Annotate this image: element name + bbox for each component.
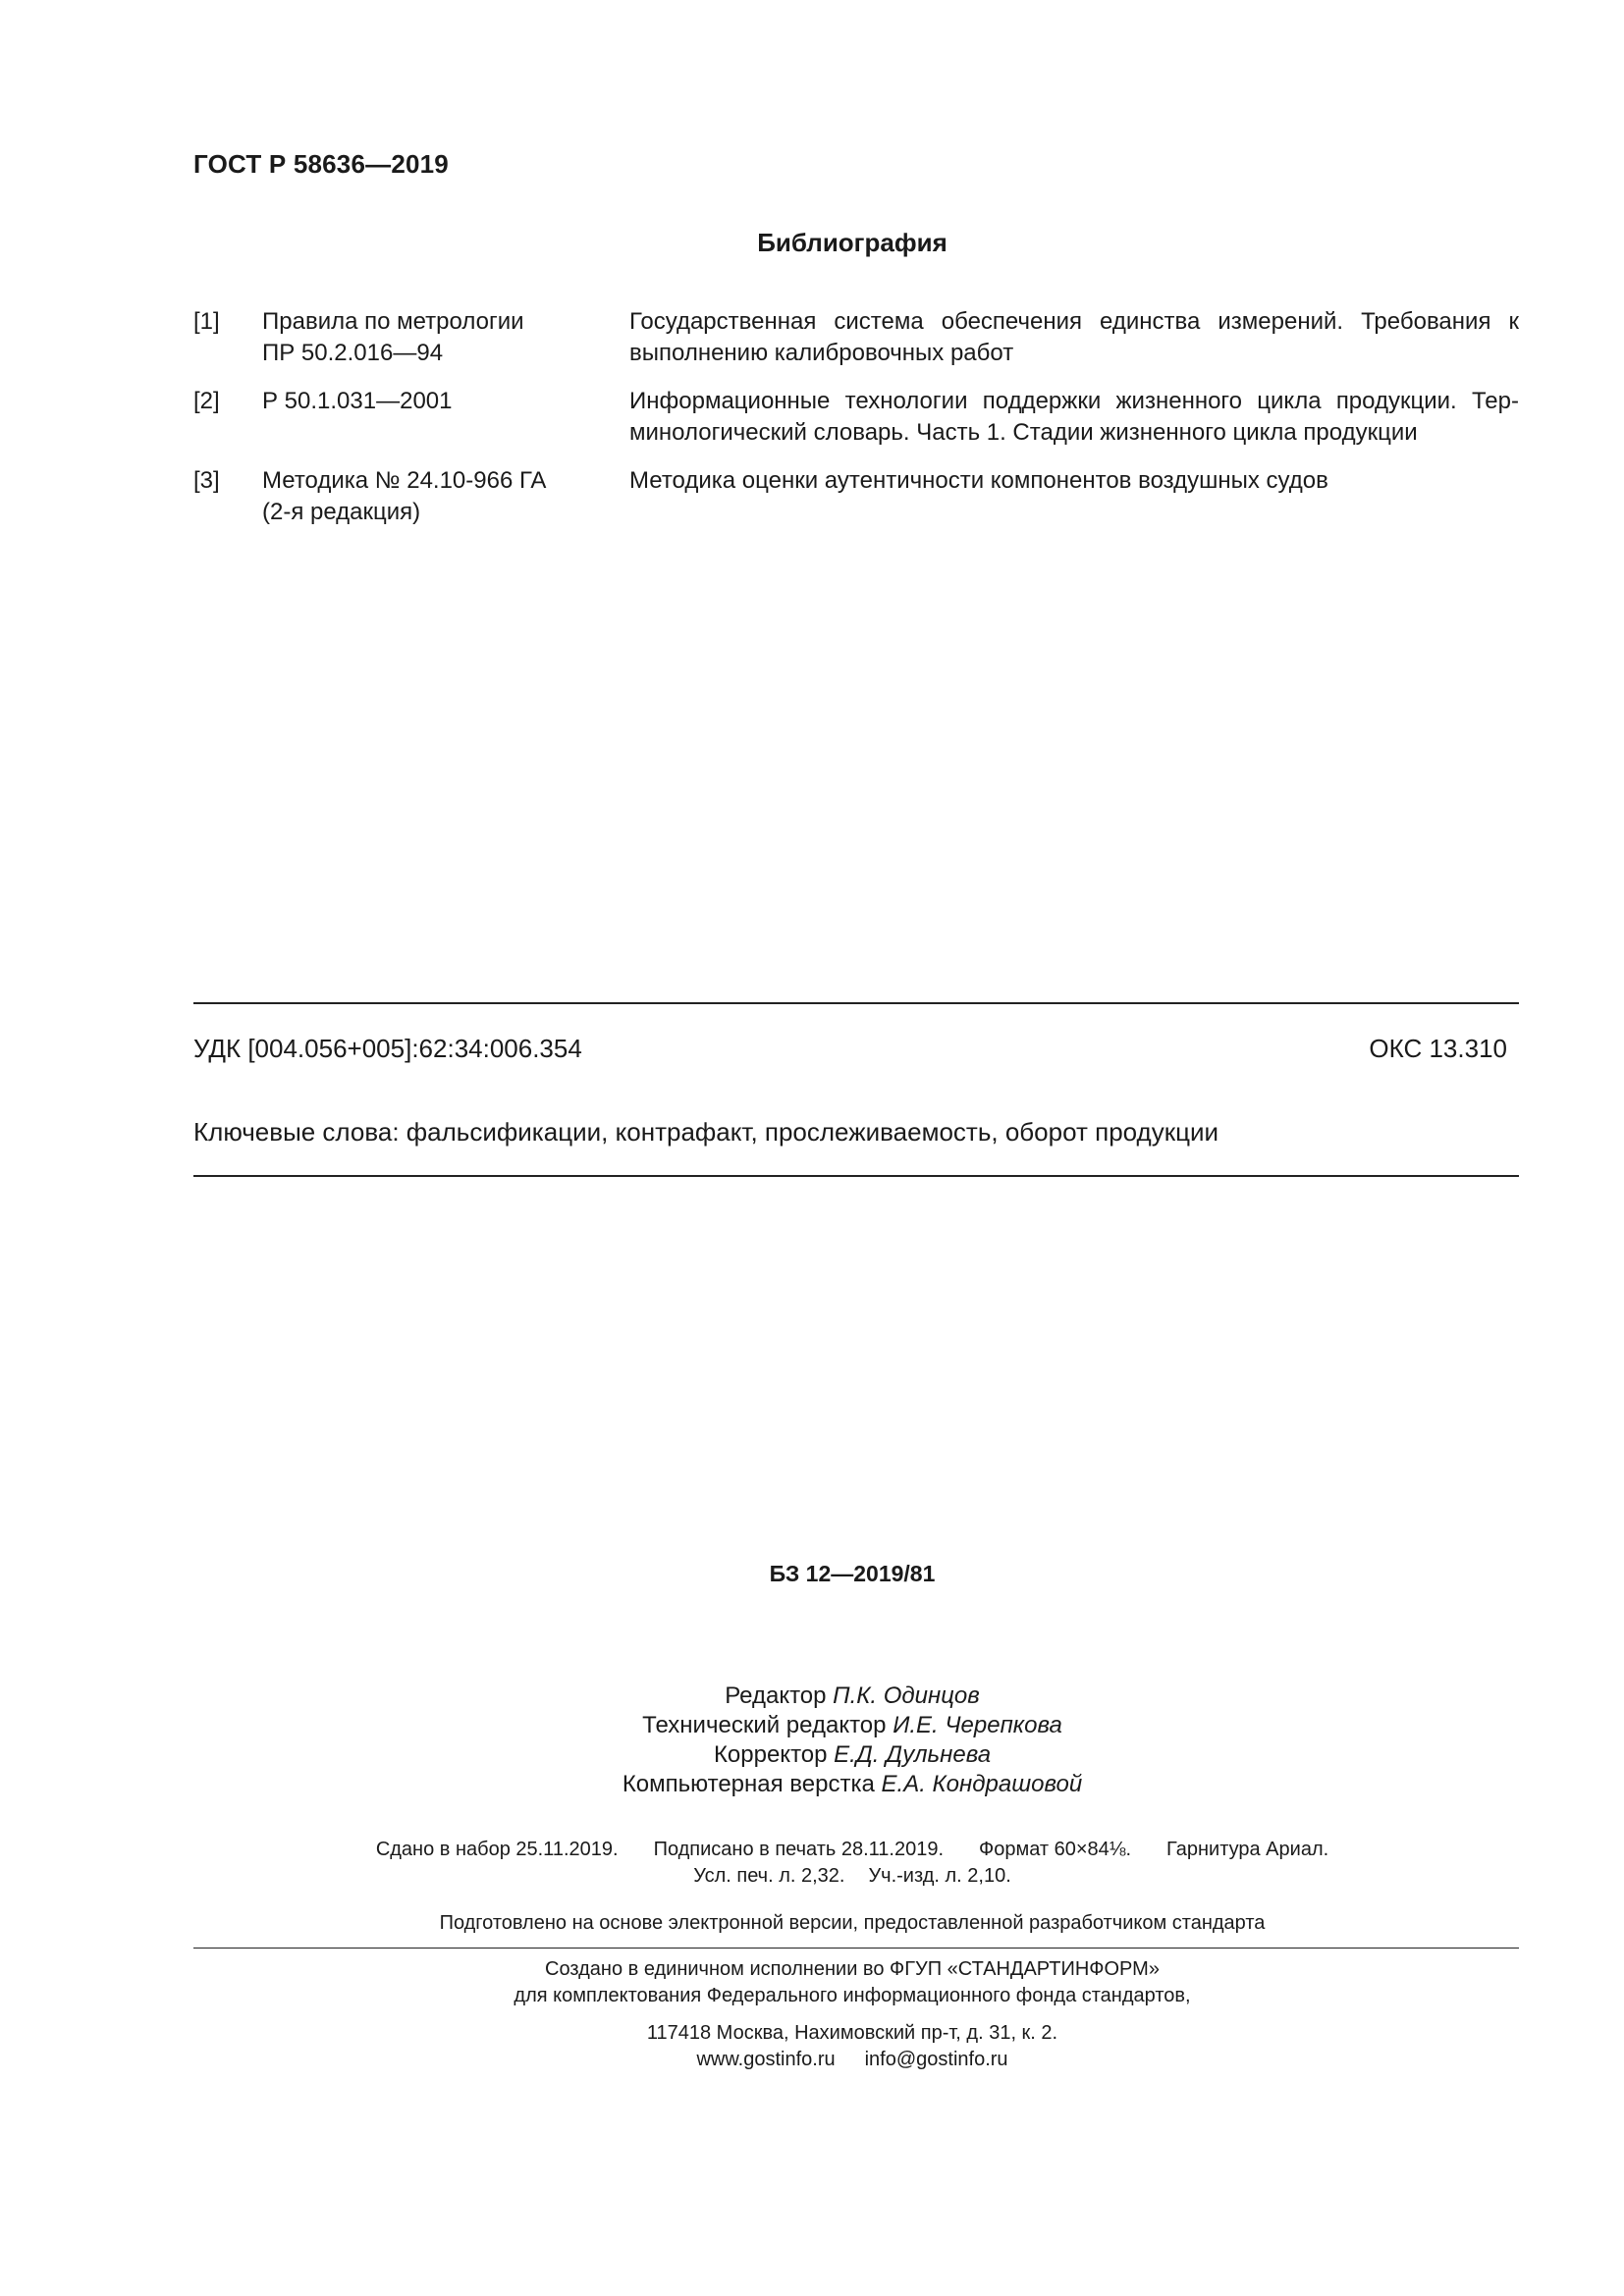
credits [0,1682,1624,1799]
reference-title: Государственная система обеспечения единства измерений. Требования к выполнению калибровочных работ [629,308,1519,366]
reference-number: [2] [193,388,220,414]
credit-line [0,1682,1624,1711]
reference-source [262,386,586,417]
divider [193,1175,1519,1177]
divider [193,1948,1519,1949]
reference-source-line: Р 50.1.031—2001 [262,388,453,414]
credit-role: Редактор [725,1682,827,1709]
website-link[interactable]: www.gostinfo.ru [696,2049,836,2070]
print-sheets: Усл. печ. л. 2,32. [693,1865,845,1887]
credit-role: Компьютерная верстка [622,1771,875,1797]
credit-role: Корректор [713,1741,828,1768]
credit-name: И.Е. Черепкова [893,1712,1062,1738]
email-link[interactable]: info@gostinfo.ru [864,2049,1008,2070]
divider [193,1002,1519,1004]
credit-name: П.К. Одинцов [833,1682,980,1709]
credit-line [0,1770,1624,1799]
credit-name: Е.А. Кондрашовой [881,1771,1083,1797]
credit-name: Е.Д. Дульнева [834,1741,992,1768]
reference-title: Методика оценки аутентичности компонентов воздушных судов [629,467,1328,494]
keywords: Ключевые слова: фальсификации, контрафакт, прослеживаемость, оборот продукции [193,1117,1219,1147]
reference-source-line: Методика № 24.10-966 ГА [262,467,547,494]
udk-code: УДК [004.056+005]:62:34:006.354 [193,1034,582,1063]
document-header: ГОСТ Р 58636—2019 [193,149,449,179]
print-format: Формат 60×84⅛. [979,1839,1132,1860]
footer-line: Создано в единичном исполнении во ФГУП «СТАНДАРТИНФОРМ» [545,1958,1160,1980]
bz-number: БЗ 12—2019/81 [769,1561,936,1586]
credit-line [0,1711,1624,1740]
footer-line: для комплектования Федерального информационного фонда стандартов, [514,1985,1191,2006]
publisher-sheets: Уч.-изд. л. 2,10. [868,1865,1011,1887]
prepared-note: Подготовлено на основе электронной версии, предоставленной разработчиком стандарта [439,1912,1266,1934]
reference-source-line: (2-я редакция) [262,499,421,525]
signed-for-print: Подписано в печать 28.11.2019. [653,1839,945,1860]
reference-number: [1] [193,308,220,335]
oks-code: ОКС 13.310 [1369,1034,1507,1063]
reference-source [262,306,586,369]
sent-to-typesetting: Сдано в набор 25.11.2019. [375,1839,619,1860]
reference-title: Информационные технологии поддержки жизненного цикла продукции. Терминологический словарь. Часть 1. Стадии жизненного цикла продукции [629,388,1519,446]
imprint-line [0,1865,1624,1888]
footer-address: 117418 Москва, Нахимовский пр-т, д. 31, к. 2. [646,2022,1058,2044]
reference-source-line: ПР 50.2.016—94 [262,340,444,366]
reference-number: [3] [193,467,220,494]
credit-role: Технический редактор [642,1712,887,1738]
reference-source-line: Правила по метрологии [262,308,524,335]
typeface: Гарнитура Ариал. [1166,1839,1329,1860]
footer-contacts [0,2049,1624,2071]
credit-line [0,1740,1624,1770]
imprint-line [0,1839,1624,1861]
reference-source [262,465,586,528]
bibliography-title: Библиография [757,228,947,257]
